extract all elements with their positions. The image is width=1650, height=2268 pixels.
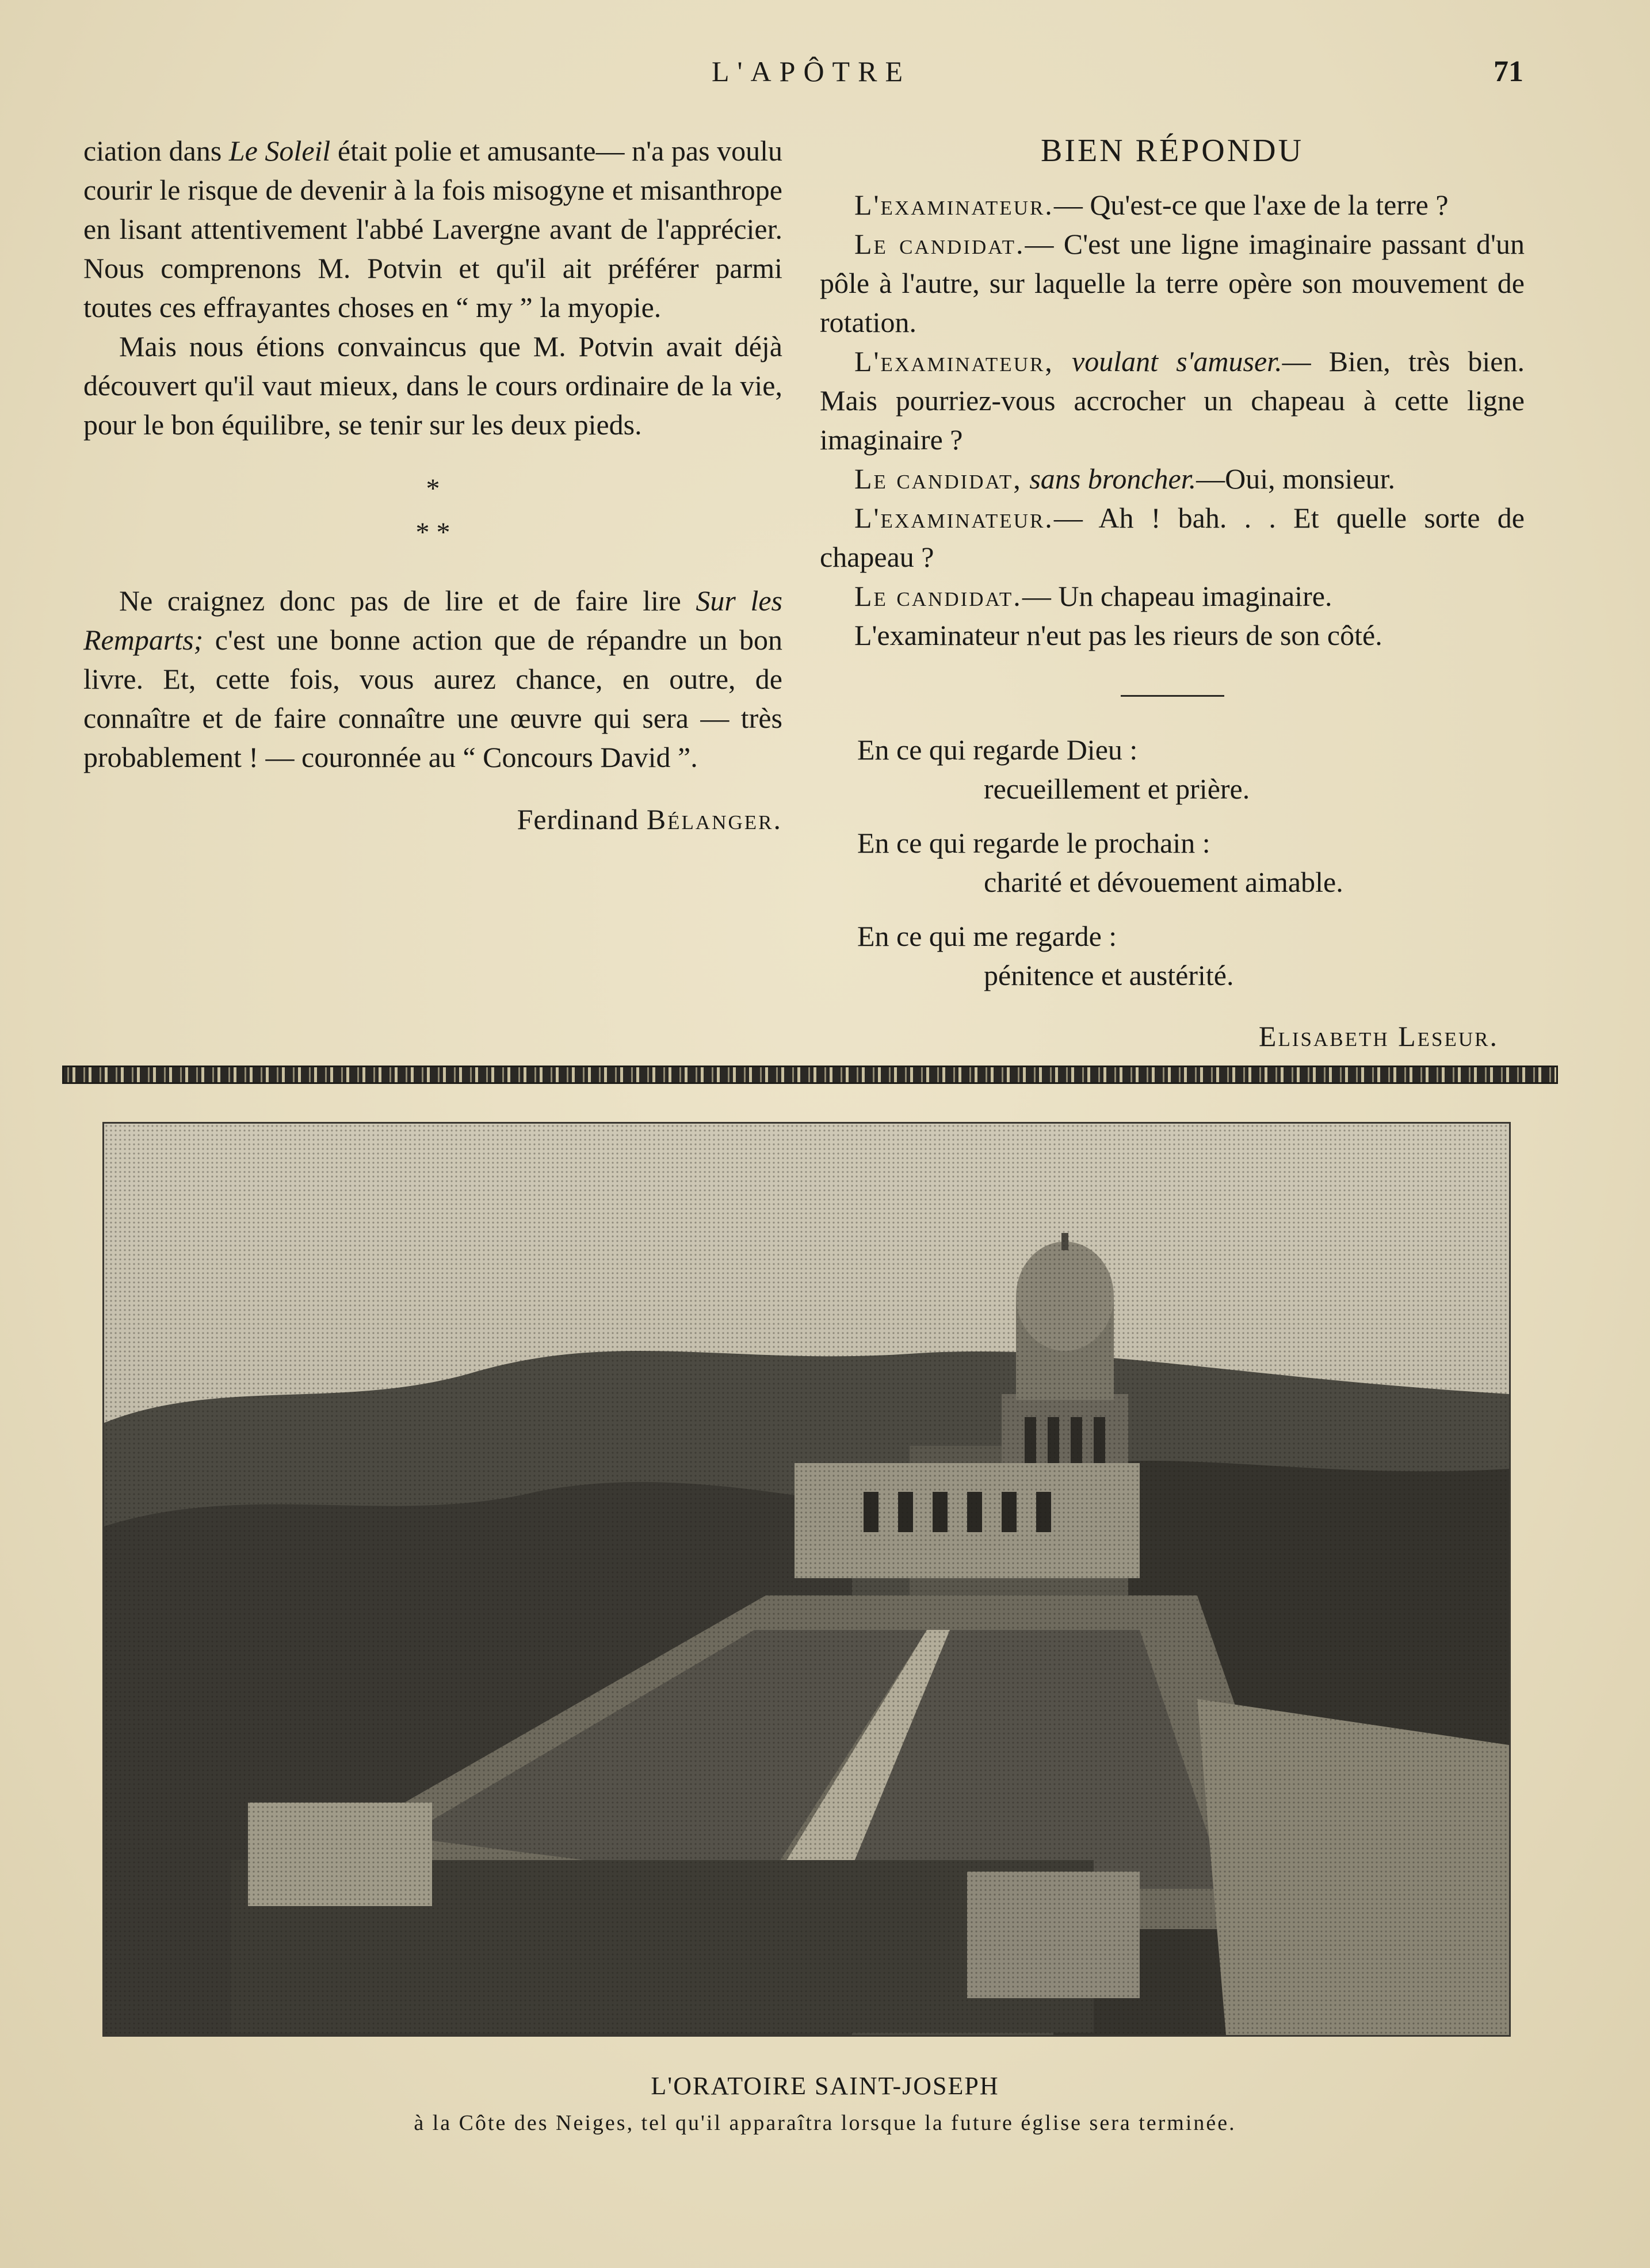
quote-line: En ce qui regarde le prochain : (857, 827, 1210, 859)
dialogue-line (820, 185, 1525, 224)
oratory-photograph (102, 1122, 1511, 2037)
author-last-name: Leseur. (1398, 1020, 1499, 1052)
text-run: ciation dans (83, 135, 229, 167)
book-title: Sur les Remparts; (83, 585, 782, 656)
speaker: L'examinateur. (854, 189, 1054, 221)
paragraph-remparts (83, 581, 782, 777)
speaker: L'examinateur, (854, 345, 1054, 377)
author-first-name: Ferdinand (517, 803, 647, 835)
section-stars: * * (415, 517, 450, 548)
quote-line: En ce qui regarde Dieu : (857, 734, 1138, 766)
dialogue-line (820, 576, 1525, 616)
journal-title: L'APÔTRE (711, 55, 911, 87)
author-first-name: Elisabeth (1258, 1020, 1399, 1052)
author-signature (83, 800, 782, 839)
speaker: Le candidat. (854, 580, 1022, 612)
stage-direction: voulant s'amuser. (1053, 345, 1282, 377)
photo-caption-title: L'ORATOIRE SAINT-JOSEPH (651, 2072, 999, 2100)
dialogue-text: — Qu'est-ce que l'axe de la terre ? (1053, 189, 1449, 221)
text-run: c'est une bonne action que de répandre un bon livre. Et, cette fois, vous aurez chance, en outre, de connaître et de faire connaître une œuvre qui sera — très probablement ! — couronnée au “ Concours David ”. (83, 624, 782, 773)
quote-line: En ce qui me regarde : (857, 920, 1117, 952)
right-column (820, 131, 1525, 1056)
dialogue-text: — Bien, très bien. Mais pourriez-vous accrocher un chapeau à cette ligne imaginaire ? (820, 345, 1525, 456)
dialogue-text: — Un chapeau imaginaire. (1022, 580, 1332, 612)
dialogue-line (820, 498, 1525, 576)
text-run: était polie et amusante— n'a pas voulu courir le risque de devenir à la fois misogyne et misanthrope en lisant attentivement l'abbé Lavergne avant de l'apprécier. Nous comprenons M. Potvin et qu'il ait préférer parmi toutes ces effrayantes choses en “ my ” la myopie. (83, 135, 782, 323)
decorative-border (62, 1066, 1558, 1084)
photo-caption-subtitle: à la Côte des Neiges, tel qu'il apparaîtra lorsque la future église sera terminée. (414, 2111, 1236, 2135)
paragraph-equilibre: Mais nous étions convaincus que M. Potvin avait déjà découvert qu'il vaut mieux, dans le cours ordinaire de la vie, pour le bon équilibre, se tenir sur les deux pieds. (83, 330, 782, 441)
speaker: L'examinateur. (854, 502, 1054, 534)
running-header (0, 55, 1650, 95)
dialogue-line (820, 224, 1525, 342)
section-star: * (426, 474, 440, 504)
separator-rule (1121, 695, 1224, 697)
newspaper-title: Le Soleil (228, 135, 331, 167)
author-last-name: Bélanger. (646, 803, 782, 835)
left-column (83, 131, 782, 839)
dialogue-text: — C'est une ligne imaginaire passant d'un pôle à l'autre, sur laquelle la terre opère son mouvement de rotation. (820, 228, 1525, 338)
dialogue-conclusion: L'examinateur n'eut pas les rieurs de son côté. (854, 619, 1382, 651)
dialogue-text: — Ah ! bah. . . Et quelle sorte de chapeau ? (820, 502, 1525, 573)
dialogue-text: —Oui, monsieur. (1196, 463, 1395, 495)
speaker: Le candidat, (854, 463, 1022, 495)
speaker: Le candidat. (854, 228, 1025, 260)
quote-subline: charité et dévouement aimable. (984, 866, 1343, 898)
stage-direction: sans broncher. (1022, 463, 1197, 495)
quote-subline: recueillement et prière. (984, 773, 1250, 805)
quote-subline: pénitence et austérité. (984, 959, 1234, 991)
leseur-quote (820, 730, 1525, 995)
paragraph-continuation (83, 131, 782, 327)
quote-signature (820, 1017, 1525, 1056)
dialogue (820, 185, 1525, 655)
text-run: Ne craignez donc pas de lire et de faire lire (119, 585, 696, 617)
dialogue-line (820, 342, 1525, 459)
article-heading: BIEN RÉPONDU (1040, 133, 1304, 169)
page-number: 71 (1494, 55, 1523, 88)
dialogue-line (820, 459, 1525, 498)
